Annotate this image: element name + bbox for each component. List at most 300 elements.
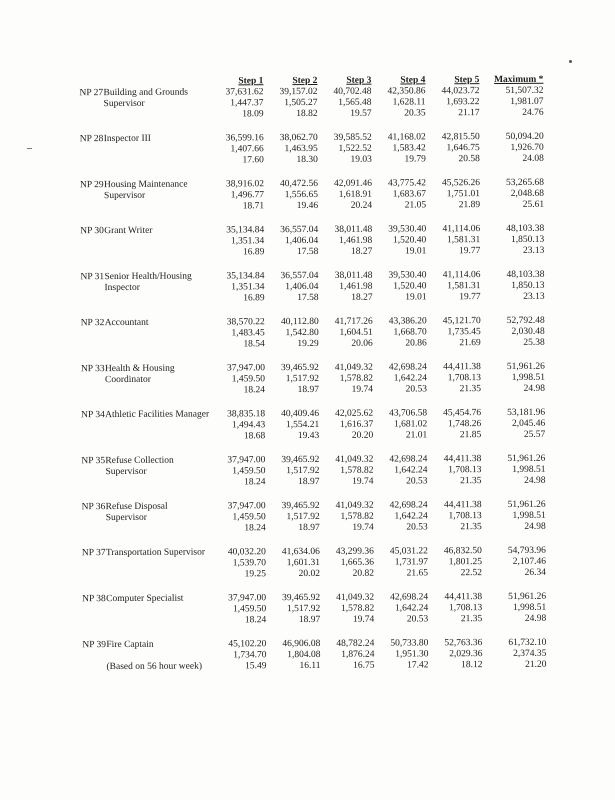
annual-value: 42,091.46: [333, 178, 372, 189]
job-title: Inspector III: [103, 133, 151, 145]
salary-row-annual: [81, 441, 545, 467]
job-title: [106, 570, 212, 582]
annual-value: 40,472.56: [279, 178, 318, 190]
grade-code: NP 39: [82, 640, 107, 651]
column-header-label: Step 4: [400, 75, 426, 86]
hourly-value: 21.89: [458, 200, 481, 211]
job-title: [104, 156, 210, 168]
annual-value: 40,032.20: [227, 547, 266, 558]
annual-value: 51,961.26: [506, 361, 545, 372]
annual-value: 43,775.42: [387, 178, 426, 189]
grade-code: NP 38: [82, 594, 106, 605]
column-header: [317, 76, 371, 87]
hourly-value: 18.82: [296, 108, 318, 120]
job-title: [105, 386, 211, 398]
hourly-value: 16.11: [299, 660, 321, 672]
biweekly-value: 1,998.51: [512, 510, 546, 521]
grade-code: NP 32: [80, 318, 105, 329]
grade-code: [82, 662, 106, 673]
salary-row-hourly: [82, 660, 546, 673]
job-title: Inspector: [104, 282, 140, 294]
hourly-value: 22.52: [460, 568, 483, 579]
hourly-value: 21.20: [525, 659, 547, 670]
grade-code: [81, 467, 105, 478]
annual-value: 40,112.80: [281, 316, 319, 328]
job-title: Refuse Disposal: [105, 501, 168, 513]
grade-code: NP 27: [79, 88, 104, 99]
biweekly-value: 1,542.80: [285, 327, 319, 339]
hourly-value: 20.53: [406, 476, 428, 487]
annual-value: 35,134.84: [226, 271, 265, 282]
biweekly-value: 1,505.27: [284, 97, 318, 109]
annual-value: 37,947.00: [227, 501, 266, 512]
hourly-value: 17.60: [242, 155, 264, 166]
annual-value: 52,763.36: [444, 638, 483, 649]
hourly-value: 24.98: [524, 475, 546, 486]
grade-code: NP 29: [79, 180, 104, 191]
annual-value: 39,465.92: [282, 592, 321, 604]
grade-code: NP 35: [81, 456, 106, 467]
grade-code: [81, 329, 105, 340]
job-title: [106, 478, 212, 490]
job-title: Fire Captain: [106, 639, 154, 651]
biweekly-value: 1,565.48: [338, 97, 372, 108]
biweekly-value: 1,406.04: [285, 281, 319, 293]
annual-value: 45,454.76: [443, 408, 482, 419]
hourly-value: 20.53: [406, 522, 428, 533]
job-title: [106, 524, 212, 536]
hourly-value: 21.69: [459, 338, 481, 349]
biweekly-value: 1,708.13: [447, 373, 482, 384]
hourly-value: 19.01: [405, 292, 427, 303]
column-header: [263, 76, 317, 87]
hourly-value: 21.35: [460, 522, 482, 533]
grade-code: [81, 340, 105, 351]
biweekly-value: 1,850.13: [511, 280, 545, 291]
hourly-value: 24.98: [524, 613, 547, 624]
grade-code: NP 34: [81, 410, 105, 421]
hourly-value: 18.24: [244, 615, 267, 626]
hourly-value: 19.01: [404, 246, 427, 257]
salary-row-annual: [80, 119, 544, 145]
grade-code: [81, 421, 105, 432]
hourly-value: 18.71: [242, 201, 265, 212]
hourly-value: 25.57: [523, 429, 546, 440]
hourly-value: 19.25: [244, 569, 267, 580]
hourly-value: 18.24: [243, 385, 266, 396]
grade-code: [81, 375, 105, 386]
annual-value: 42,698.24: [389, 454, 428, 465]
hourly-value: 26.34: [524, 567, 547, 578]
biweekly-value: 2,030.48: [511, 326, 545, 337]
biweekly-value: 1,668.70: [393, 327, 427, 338]
hourly-value: 19.43: [297, 430, 320, 442]
annual-value: 53,265.68: [505, 177, 544, 188]
annual-value: 44,411.38: [444, 592, 483, 603]
job-title: [105, 421, 211, 433]
hourly-value: 19.29: [297, 338, 319, 350]
annual-value: 54,793.96: [507, 545, 546, 556]
annual-value: 50,733.80: [390, 638, 429, 649]
biweekly-value: 1,731.97: [394, 557, 428, 568]
hourly-value: 21.65: [406, 568, 429, 579]
annual-value: 40,409.46: [281, 408, 320, 420]
job-title: Supervisor: [105, 512, 147, 524]
grade-code: [80, 191, 104, 202]
column-header: [371, 75, 425, 86]
biweekly-value: 1,406.04: [284, 235, 319, 247]
hourly-value: 21.35: [459, 384, 482, 395]
hourly-value: 18.09: [242, 109, 264, 120]
annual-value: 51,961.26: [507, 499, 546, 510]
biweekly-value: 1,748.26: [447, 419, 482, 430]
hourly-value: 24.98: [523, 383, 546, 394]
hourly-value: 18.97: [298, 522, 320, 534]
biweekly-value: 2,374.35: [513, 648, 547, 659]
biweekly-value: 1,665.36: [340, 557, 374, 568]
hourly-value: 21.05: [404, 200, 427, 211]
annual-value: 41,049.32: [335, 500, 374, 511]
hourly-value: 20.82: [352, 568, 375, 579]
biweekly-value: 1,522.52: [338, 143, 372, 154]
hourly-value: 19.46: [296, 200, 319, 212]
hourly-value: 19.74: [352, 614, 375, 625]
hourly-value: 20.24: [350, 200, 373, 211]
hourly-value: 21.01: [405, 430, 428, 441]
hourly-value: 18.27: [351, 292, 373, 303]
job-title: [104, 248, 210, 260]
annual-value: 45,102.20: [228, 639, 267, 650]
hourly-value: 20.20: [351, 430, 374, 441]
biweekly-value: 1,459.50: [232, 512, 266, 523]
hourly-value: 15.49: [245, 661, 267, 672]
column-header: [425, 75, 479, 86]
annual-value: 44,023.72: [441, 86, 480, 97]
annual-value: 42,025.62: [335, 408, 374, 419]
column-header-label: Step 2: [292, 75, 318, 87]
hourly-value: 25.61: [522, 199, 545, 210]
annual-value: 46,832.50: [443, 546, 482, 557]
grade-code: [82, 478, 106, 489]
column-header: [209, 76, 263, 87]
annual-value: 48,103.38: [506, 269, 545, 280]
biweekly-value: 1,581.31: [446, 235, 481, 246]
grade-code: [82, 651, 106, 662]
biweekly-value: 1,407.66: [230, 144, 264, 155]
biweekly-value: 1,517.92: [285, 373, 320, 385]
annual-value: 36,599.16: [225, 133, 264, 144]
job-title: Health & Housing: [104, 363, 175, 375]
grade-code: [82, 559, 106, 570]
biweekly-value: 2,045.46: [511, 418, 546, 429]
annual-value: 38,835.18: [227, 409, 266, 420]
job-title: Senior Health/Housing: [104, 271, 192, 283]
biweekly-value: 1,459.50: [232, 466, 266, 477]
hourly-value: 24.08: [522, 153, 544, 164]
job-title: Transportation Supervisor: [105, 547, 206, 559]
salary-row-annual: [80, 211, 544, 237]
salary-row-annual: [82, 625, 546, 651]
grade-code: NP 33: [80, 364, 105, 375]
biweekly-value: 1,804.08: [287, 649, 321, 661]
annual-value: 39,157.02: [279, 86, 318, 98]
job-title: [104, 145, 210, 157]
grade-code: [81, 432, 105, 443]
hourly-value: 23.13: [523, 291, 545, 302]
annual-value: 41,717.26: [334, 316, 373, 327]
grade-code: [80, 202, 104, 213]
biweekly-value: 1,751.01: [446, 189, 481, 200]
biweekly-value: 1,616.37: [339, 419, 374, 430]
annual-value: 41,049.32: [335, 454, 374, 465]
biweekly-value: 1,981.07: [510, 96, 544, 107]
annual-value: 39,465.92: [281, 500, 320, 512]
job-title: Housing Maintenance: [103, 179, 188, 191]
annual-value: 41,168.02: [387, 132, 426, 143]
job-title: Coordinator: [104, 374, 151, 386]
hourly-value: 18.24: [244, 477, 266, 488]
salary-row-annual: [82, 533, 546, 559]
annual-value: 42,698.24: [388, 362, 427, 373]
biweekly-value: 1,578.82: [340, 465, 374, 476]
annual-value: 39,530.40: [388, 224, 427, 235]
annual-value: 43,299.36: [335, 546, 374, 557]
job-title: [106, 605, 212, 617]
grade-code: [80, 145, 104, 156]
job-title: Supervisor: [105, 466, 147, 478]
annual-value: 52,792.48: [506, 315, 545, 326]
hourly-value: 17.58: [297, 292, 319, 304]
biweekly-value: 1,642.24: [394, 465, 428, 476]
biweekly-value: 1,578.82: [340, 603, 375, 614]
hourly-value: 18.54: [243, 339, 265, 350]
annual-value: 51,961.26: [507, 453, 546, 464]
hourly-value: 18.24: [244, 523, 266, 534]
biweekly-value: 1,642.24: [393, 373, 428, 384]
hourly-value: 25.38: [523, 337, 545, 348]
annual-value: 36,557.04: [280, 224, 319, 236]
annual-value: 51,507.32: [505, 85, 544, 96]
biweekly-value: 1,459.50: [232, 604, 267, 615]
grade-code: [80, 156, 104, 167]
annual-value: 45,526.26: [441, 178, 480, 189]
biweekly-value: 1,646.75: [446, 143, 480, 154]
grade-code: NP 37: [81, 548, 106, 559]
biweekly-value: 1,496.77: [230, 190, 265, 201]
biweekly-value: 1,461.98: [339, 281, 373, 292]
job-title: Supervisor: [103, 190, 146, 202]
hourly-value: 17.42: [407, 660, 429, 671]
job-title: Accountant: [104, 317, 149, 329]
annual-value: 40,702.48: [333, 86, 372, 97]
job-title: Computer Specialist: [106, 593, 184, 605]
biweekly-value: 1,734.70: [233, 650, 267, 661]
hourly-value: 19.74: [352, 522, 374, 533]
salary-row-annual: [82, 487, 546, 513]
grade-code: [80, 237, 104, 248]
annual-value: 51,961.26: [508, 591, 547, 602]
biweekly-value: 1,583.42: [392, 143, 426, 154]
annual-value: 38,011.48: [334, 270, 373, 281]
annual-value: 44,411.38: [443, 362, 481, 373]
biweekly-value: 1,581.31: [447, 281, 481, 292]
biweekly-value: 1,351.34: [230, 236, 265, 247]
job-title: Supervisor: [103, 98, 145, 110]
grade-code: NP 36: [81, 502, 106, 513]
annual-value: 48,103.38: [506, 223, 545, 234]
biweekly-value: 1,494.43: [231, 420, 266, 431]
salary-schedule-table: [79, 75, 546, 673]
hourly-value: 21.17: [458, 108, 480, 119]
column-header-label: Step 1: [238, 76, 264, 87]
biweekly-value: 1,520.40: [392, 235, 427, 246]
biweekly-value: 1,998.51: [512, 464, 546, 475]
grade-code: NP 31: [80, 272, 105, 283]
job-title: [104, 237, 210, 249]
job-title: [104, 110, 210, 122]
scan-artifact-dash: [27, 148, 32, 149]
biweekly-value: 1,520.40: [393, 281, 427, 292]
annual-value: 41,049.32: [334, 362, 373, 373]
salary-row-annual: [81, 395, 545, 421]
job-title: [105, 432, 211, 444]
biweekly-value: 1,517.92: [286, 603, 321, 615]
biweekly-value: 1,683.67: [392, 189, 427, 200]
biweekly-value: 2,029.36: [449, 649, 483, 660]
job-title: [105, 340, 211, 352]
grade-code: [81, 294, 105, 305]
annual-value: 46,906.08: [282, 638, 321, 650]
grade-code: [80, 99, 104, 110]
biweekly-value: 1,483.45: [231, 328, 265, 339]
biweekly-value: 1,998.51: [511, 372, 546, 383]
hourly-value: 20.86: [405, 338, 427, 349]
hourly-value: 18.12: [461, 660, 483, 671]
header-spacer-code: [79, 77, 103, 88]
column-header-label: Maximum *: [494, 74, 544, 86]
hourly-value: 16.89: [243, 293, 265, 304]
job-title: Building and Grounds: [103, 87, 188, 99]
hourly-value: 20.06: [351, 338, 373, 349]
hourly-value: 16.75: [353, 660, 375, 671]
hourly-value: 19.77: [459, 292, 481, 303]
hourly-value: 16.89: [242, 247, 265, 258]
biweekly-value: 1,554.21: [285, 419, 320, 431]
biweekly-value: 1,618.91: [338, 189, 373, 200]
biweekly-value: 1,708.13: [448, 465, 482, 476]
biweekly-value: 1,351.34: [231, 282, 265, 293]
biweekly-value: 1,708.13: [448, 511, 482, 522]
grade-code: [82, 605, 106, 616]
annual-value: 39,465.92: [280, 362, 319, 374]
annual-value: 43,386.20: [388, 316, 427, 327]
scan-artifact-dot: [569, 60, 572, 63]
hourly-value: 19.77: [458, 246, 481, 257]
grade-code: [82, 616, 106, 627]
hourly-value: 24.98: [524, 521, 546, 532]
biweekly-value: 1,681.02: [393, 419, 428, 430]
job-title: [106, 559, 212, 571]
column-header-label: Step 5: [454, 75, 480, 86]
hourly-value: 18.27: [350, 246, 373, 257]
hourly-value: 19.74: [352, 476, 374, 487]
biweekly-value: 1,461.98: [338, 235, 373, 246]
job-title: [106, 651, 212, 663]
grade-code: [82, 570, 106, 581]
hourly-value: 21.35: [460, 614, 483, 625]
hourly-value: 20.58: [458, 154, 480, 165]
grade-code: [80, 110, 104, 121]
hourly-value: 21.35: [460, 476, 482, 487]
job-title: [106, 616, 212, 628]
grade-code: [80, 248, 104, 259]
annual-value: 39,585.52: [333, 132, 372, 143]
hourly-value: 18.30: [296, 154, 318, 166]
annual-value: 44,411.38: [443, 454, 482, 465]
biweekly-value: 1,578.82: [340, 511, 374, 522]
hourly-value: 17.58: [296, 246, 319, 258]
job-title: [105, 294, 211, 306]
hourly-value: 20.53: [406, 614, 429, 625]
biweekly-value: 1,801.25: [448, 557, 482, 568]
job-title: [104, 202, 210, 214]
hourly-value: 19.79: [404, 154, 426, 165]
job-title: Athletic Facilities Manager: [105, 409, 210, 421]
annual-value: 53,181.96: [507, 407, 546, 418]
grade-code: [82, 524, 106, 535]
salary-row-annual: [80, 257, 544, 283]
biweekly-value: 1,642.24: [394, 511, 428, 522]
biweekly-value: 1,850.13: [510, 234, 545, 245]
salary-row-annual: [81, 349, 545, 375]
biweekly-value: 1,463.95: [284, 143, 318, 155]
biweekly-value: 1,642.24: [394, 603, 429, 614]
column-header: [479, 75, 543, 86]
biweekly-value: 1,876.24: [341, 649, 375, 660]
hourly-value: 18.97: [297, 384, 320, 396]
biweekly-value: 2,048.68: [510, 188, 545, 199]
annual-value: 48,782.24: [336, 638, 375, 649]
biweekly-value: 1,601.31: [286, 557, 320, 569]
biweekly-value: 1,539.70: [232, 558, 266, 569]
biweekly-value: 1,628.11: [392, 97, 426, 108]
hourly-value: 19.74: [351, 384, 374, 395]
annual-value: 50,094.20: [505, 131, 544, 142]
biweekly-value: 1,735.45: [447, 327, 481, 338]
biweekly-value: 1,604.51: [339, 327, 373, 338]
annual-value: 42,815.50: [441, 132, 480, 143]
annual-value: 41,114.06: [442, 224, 481, 235]
annual-value: 41,114.06: [442, 270, 481, 281]
annual-value: 35,134.84: [226, 225, 265, 236]
annual-value: 39,465.92: [281, 454, 320, 466]
annual-value: 42,698.24: [390, 592, 429, 603]
annual-value: 37,631.62: [225, 87, 264, 98]
header-spacer-title: [103, 77, 209, 89]
annual-value: 36,557.04: [280, 270, 319, 282]
annual-value: 43,706.58: [389, 408, 428, 419]
annual-value: 45,031.22: [389, 546, 428, 557]
biweekly-value: 1,951.30: [395, 649, 429, 660]
hourly-value: 20.02: [298, 568, 321, 580]
biweekly-value: 1,998.51: [512, 602, 547, 613]
annual-value: 38,011.48: [334, 224, 373, 235]
annual-value: 38,062.70: [279, 132, 318, 144]
biweekly-value: 1,517.92: [286, 465, 320, 477]
annual-value: 37,947.00: [226, 363, 265, 374]
salary-row-annual: [81, 303, 545, 329]
annual-value: 44,411.38: [443, 500, 482, 511]
